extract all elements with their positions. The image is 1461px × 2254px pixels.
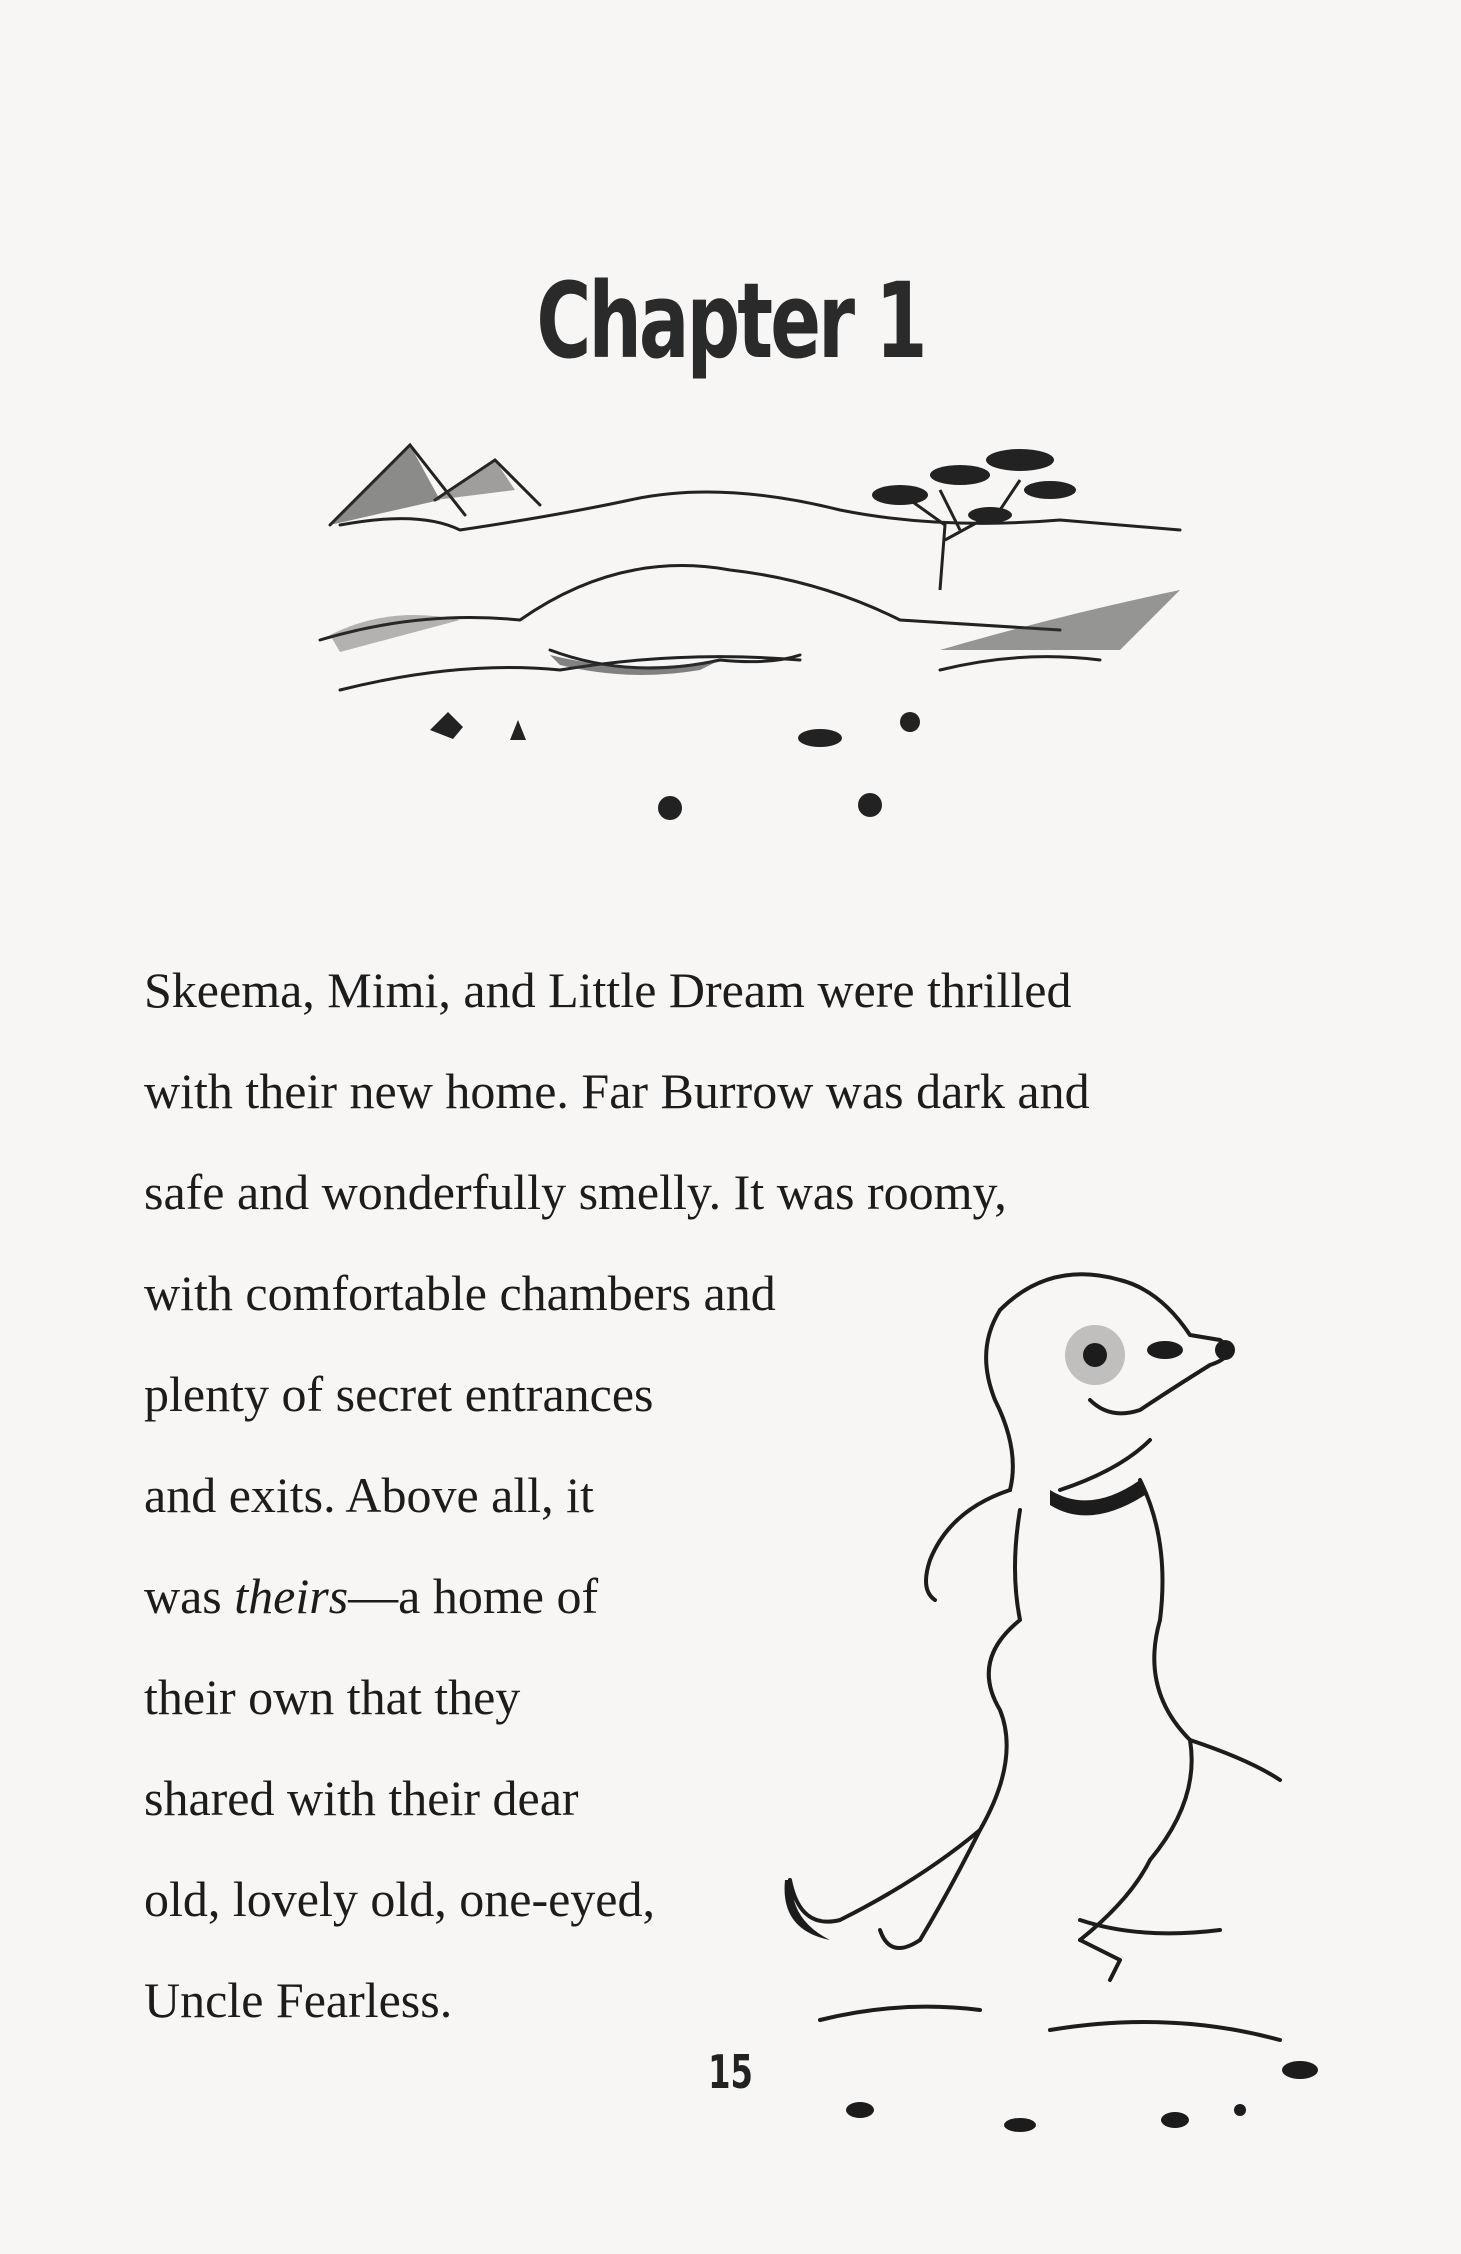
text-line: and exits. Above all, it bbox=[144, 1467, 594, 1523]
text-line: with their new home. Far Burrow was dark and bbox=[144, 1063, 1090, 1119]
savanna-landscape-illustration bbox=[300, 420, 1200, 870]
text-segment: was bbox=[144, 1568, 235, 1624]
page-number: 15 bbox=[708, 2045, 753, 2099]
emphasized-word: theirs bbox=[234, 1568, 349, 1624]
meerkat-walking-illustration bbox=[720, 1240, 1350, 2140]
text-line: old, lovely old, one-eyed, bbox=[144, 1871, 655, 1927]
text-line: their own that they bbox=[144, 1669, 521, 1725]
text-line: shared with their dear bbox=[144, 1770, 579, 1826]
text-line: Uncle Fearless. bbox=[144, 1972, 453, 2028]
text-line: plenty of secret entrances bbox=[144, 1366, 654, 1422]
text-line: safe and wonderfully smelly. It was roomy, bbox=[144, 1164, 1007, 1220]
text-line: with comfortable chambers and bbox=[144, 1265, 776, 1321]
text-line: Skeema, Mimi, and Little Dream were thrilled bbox=[144, 962, 1072, 1018]
text-segment: —a home of bbox=[348, 1568, 599, 1624]
chapter-title: Chapter 1 bbox=[536, 260, 925, 382]
